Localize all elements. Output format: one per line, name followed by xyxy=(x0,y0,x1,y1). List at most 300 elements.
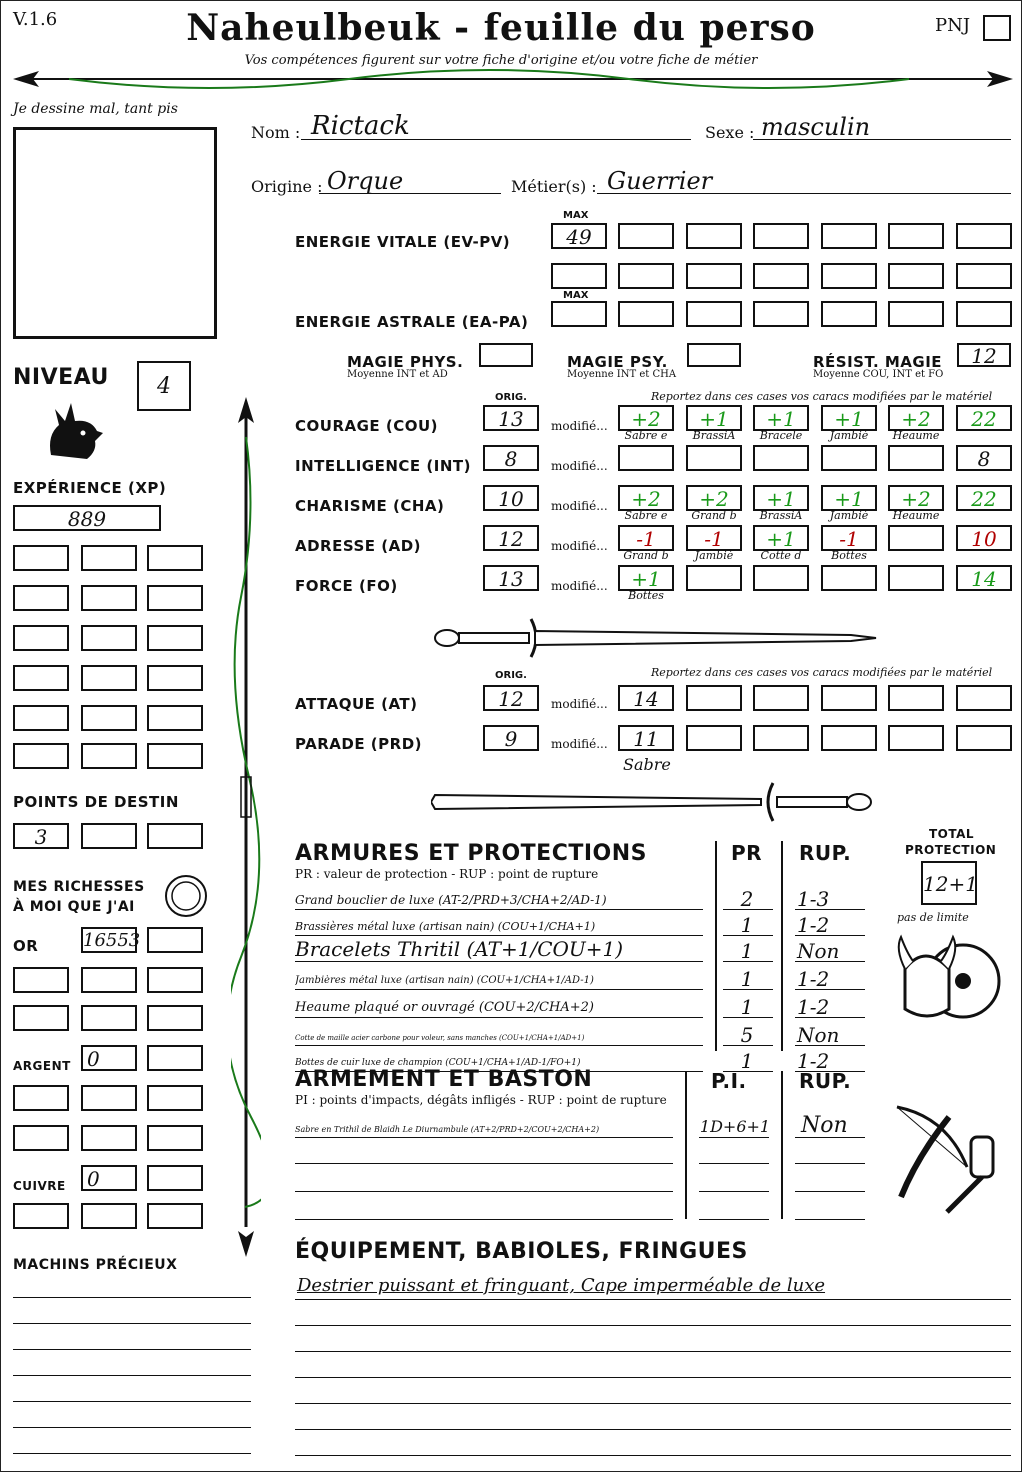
spear-icon xyxy=(231,397,261,1257)
total-protection-label: TOTAL xyxy=(929,827,975,841)
magie-psy-note: Moyenne INT et CHA xyxy=(567,369,677,380)
stat-mod-value: +2 xyxy=(699,487,729,511)
stat-mod-box[interactable] xyxy=(888,445,944,471)
pnj-checkbox[interactable] xyxy=(983,15,1011,41)
at-orig-value: 12 xyxy=(498,687,524,711)
ev-box[interactable] xyxy=(821,223,877,249)
stat-orig-box[interactable] xyxy=(483,445,539,471)
armor-pr-line xyxy=(723,935,773,936)
stat-orig-box[interactable] xyxy=(483,525,539,551)
stat-mod-box[interactable] xyxy=(821,405,877,431)
equipment-line[interactable] xyxy=(295,1403,1011,1404)
stat-mod-value: +2 xyxy=(901,487,931,511)
weapons-note: PI : points d'impacts, dégâts infligés - RUP : point de rupture xyxy=(295,1093,667,1107)
prd-modifie-label: modifié... xyxy=(551,737,608,751)
xp-box[interactable] xyxy=(13,705,69,731)
armor-item-pr[interactable]: 1 xyxy=(740,939,754,963)
ev-max-box[interactable] xyxy=(551,223,607,249)
weapon-line[interactable] xyxy=(295,1219,673,1220)
stat-mod-caption: Jambiè xyxy=(829,509,869,522)
stat-label: CHARISME (CHA) xyxy=(295,497,445,515)
or-box[interactable] xyxy=(81,927,141,953)
sheet-title: Naheulbeuk - feuille du perso xyxy=(186,7,816,49)
nom-line xyxy=(301,139,691,140)
xp-box[interactable] xyxy=(81,665,137,691)
prd-mod-caption: Sabre xyxy=(623,755,671,774)
stat-mod-box[interactable] xyxy=(753,405,809,431)
stat-orig-value: 12 xyxy=(498,527,524,551)
metier-line xyxy=(597,193,1011,194)
ev-max-value: 49 xyxy=(566,225,592,249)
stat-orig-box[interactable] xyxy=(483,405,539,431)
stat-final-value: 14 xyxy=(971,567,997,591)
or-box[interactable] xyxy=(147,967,203,993)
ev-box[interactable] xyxy=(618,223,674,249)
sword-icon xyxy=(431,777,881,827)
stat-mod-caption: BrassiA xyxy=(692,429,736,442)
stat-mod-box[interactable] xyxy=(686,565,742,591)
armor-item-pr[interactable]: 1 xyxy=(740,913,754,937)
at-label: ATTAQUE (AT) xyxy=(295,695,418,713)
resist-magie-label: RÉSIST. MAGIE xyxy=(813,353,943,371)
stat-label: FORCE (FO) xyxy=(295,577,398,595)
prd-mod-box[interactable] xyxy=(618,725,674,751)
armor-item-rup[interactable]: Non xyxy=(797,939,840,963)
crossed-weapons-icon xyxy=(887,1097,1007,1217)
at-modifie-label: modifié... xyxy=(551,697,608,711)
combat-orig-label: ORIG. xyxy=(495,670,527,681)
stat-mod-box[interactable] xyxy=(888,565,944,591)
equipment-line[interactable] xyxy=(295,1429,1011,1430)
xp-box[interactable] xyxy=(13,585,69,611)
xp-box[interactable] xyxy=(147,625,203,651)
stat-final-box[interactable] xyxy=(956,405,1012,431)
destin-label: POINTS DE DESTIN xyxy=(13,793,179,811)
stat-mod-box[interactable] xyxy=(753,565,809,591)
armor-item-name[interactable]: Bottes de cuir luxe de champion (COU+1/CHA+1/AD-1/FO+1) xyxy=(295,1058,581,1068)
magie-phys-label: MAGIE PHYS. xyxy=(347,353,464,371)
or-box[interactable] xyxy=(81,1005,137,1031)
weapon-line[interactable] xyxy=(295,1163,673,1164)
destin-box[interactable] xyxy=(147,823,203,849)
ea-box[interactable] xyxy=(618,301,674,327)
armor-item-line xyxy=(295,1045,703,1046)
destin-box[interactable] xyxy=(13,823,69,849)
stat-mod-box[interactable] xyxy=(618,485,674,511)
stat-mod-box[interactable] xyxy=(686,445,742,471)
armor-item-name[interactable]: Jambières métal luxe (artisan nain) (COU+1/CHA+1/AD-1) xyxy=(295,975,594,986)
stat-mod-caption: Heaume xyxy=(892,509,940,522)
ea-box[interactable] xyxy=(753,301,809,327)
stat-final-value: 22 xyxy=(971,487,997,511)
or-box[interactable] xyxy=(13,967,69,993)
xp-box[interactable] xyxy=(147,585,203,611)
ea-label: ENERGIE ASTRALE (EA-PA) xyxy=(295,313,529,331)
sexe-label: Sexe : xyxy=(705,123,755,142)
sexe-value[interactable]: masculin xyxy=(761,113,871,141)
at-mod-box[interactable] xyxy=(686,685,742,711)
at-orig-box[interactable] xyxy=(483,685,539,711)
weapon-rup-line[interactable] xyxy=(795,1163,865,1164)
stat-mod-caption: Bottes xyxy=(628,589,664,602)
spear-divider-icon xyxy=(9,67,1017,97)
stat-mod-value: +1 xyxy=(834,487,864,511)
weapon-rup-line[interactable] xyxy=(795,1191,865,1192)
ev-max-label: MAX xyxy=(563,210,589,221)
stat-mod-box[interactable] xyxy=(686,405,742,431)
armor-title: ARMURES ET PROTECTIONS xyxy=(295,841,647,866)
niveau-value: 4 xyxy=(157,374,171,399)
stat-orig-value: 13 xyxy=(498,407,524,431)
sheet-subtitle: Vos compétences figurent sur votre fiche d'origine et/ou votre fiche de métier xyxy=(244,53,758,68)
argent-box[interactable] xyxy=(13,1085,69,1111)
prd-mod-box[interactable] xyxy=(753,725,809,751)
weapon-rup-line[interactable] xyxy=(795,1219,865,1220)
niveau-label: NIVEAU xyxy=(13,365,109,390)
at-mod-box[interactable] xyxy=(753,685,809,711)
stat-mod-caption: Jambiè xyxy=(829,429,869,442)
weapons-title: ARMEMENT ET BASTON xyxy=(295,1067,593,1092)
ea-box[interactable] xyxy=(821,301,877,327)
weapon-item-rup[interactable]: Non xyxy=(801,1113,848,1138)
or-box[interactable] xyxy=(81,967,137,993)
origine-value[interactable]: Orque xyxy=(327,167,404,195)
sexe-line xyxy=(753,139,1011,140)
argent-box[interactable] xyxy=(147,1125,203,1151)
portrait-caption: Je dessine mal, tant pis xyxy=(13,101,178,117)
ea-box[interactable] xyxy=(956,301,1012,327)
stat-label: ADRESSE (AD) xyxy=(295,537,422,555)
or-box[interactable] xyxy=(13,1005,69,1031)
stat-mod-caption: Cotte d xyxy=(760,549,802,562)
stat-final-box[interactable] xyxy=(956,565,1012,591)
equipment-line[interactable] xyxy=(295,1455,1011,1456)
stat-mod-caption: Bracele xyxy=(759,429,803,442)
stat-mod-box[interactable] xyxy=(686,485,742,511)
stat-mod-value: +2 xyxy=(631,487,661,511)
report-note: Reportez dans ces cases vos caracs modifiées par le matériel xyxy=(651,390,993,403)
xp-box[interactable] xyxy=(13,545,69,571)
argent-box[interactable] xyxy=(81,1125,137,1151)
weapon-pi-line[interactable] xyxy=(699,1163,769,1164)
resist-magie-note: Moyenne COU, INT et FO xyxy=(813,369,944,380)
armor-item-line xyxy=(295,989,703,990)
stat-final-box[interactable] xyxy=(956,445,1012,471)
helmet-shield-icon xyxy=(891,929,1001,1029)
machins-line[interactable] xyxy=(13,1427,251,1428)
stat-mod-box[interactable] xyxy=(618,525,674,551)
armor-item-name[interactable]: Brassières métal luxe (artisan nain) (COU+1/CHA+1) xyxy=(295,920,596,933)
stat-orig-value: 8 xyxy=(504,447,518,471)
niveau-box[interactable] xyxy=(137,361,191,411)
xp-box[interactable] xyxy=(81,743,137,769)
ev-box[interactable] xyxy=(956,223,1012,249)
stat-mod-box[interactable] xyxy=(618,405,674,431)
armor-divider xyxy=(715,841,717,1051)
xp-box[interactable] xyxy=(147,665,203,691)
xp-box[interactable] xyxy=(147,705,203,731)
magie-phys-box[interactable] xyxy=(479,343,533,367)
ev-box[interactable] xyxy=(753,223,809,249)
or-box[interactable] xyxy=(147,1005,203,1031)
stat-mod-box[interactable] xyxy=(888,405,944,431)
stat-mod-caption: Grand b xyxy=(623,549,669,562)
version-label: V.1.6 xyxy=(13,9,58,30)
resist-magie-value: 12 xyxy=(971,344,997,368)
weapon-rup-line xyxy=(795,1137,865,1138)
equipment-line[interactable] xyxy=(295,1377,1011,1378)
ev-box[interactable] xyxy=(753,263,809,289)
armor-item-pr[interactable]: 1 xyxy=(740,995,754,1019)
armor-pr-line xyxy=(723,1017,773,1018)
prd-label: PARADE (PRD) xyxy=(295,735,423,753)
stat-final-box[interactable] xyxy=(956,525,1012,551)
or-box[interactable] xyxy=(147,927,203,953)
stat-mod-caption: Sabre e xyxy=(624,429,668,442)
at-mod-box[interactable] xyxy=(618,685,674,711)
stat-orig-value: 10 xyxy=(498,487,524,511)
cuivre-box[interactable] xyxy=(81,1203,137,1229)
weapons-divider xyxy=(781,1071,783,1219)
stat-mod-box[interactable] xyxy=(753,525,809,551)
limit-note: pas de limite xyxy=(897,911,969,924)
armor-item-pr[interactable]: 5 xyxy=(740,1023,754,1047)
metier-value[interactable]: Guerrier xyxy=(607,167,713,195)
or-label: OR xyxy=(13,937,39,955)
stat-mod-box[interactable] xyxy=(753,445,809,471)
cuivre-box[interactable] xyxy=(147,1165,203,1191)
stat-mod-caption: BrassiA xyxy=(759,509,803,522)
nom-label: Nom : xyxy=(251,123,301,142)
xp-box[interactable] xyxy=(147,545,203,571)
stat-mod-box[interactable] xyxy=(821,445,877,471)
stat-orig-box[interactable] xyxy=(483,565,539,591)
stat-mod-caption: Bottes xyxy=(831,549,867,562)
total-protection-value: 12+1 xyxy=(923,872,978,896)
argent-box[interactable] xyxy=(147,1045,203,1071)
xp-box[interactable] xyxy=(81,625,137,651)
weapons-divider xyxy=(685,1071,687,1219)
armor-rup-line xyxy=(795,909,865,910)
ea-max-box[interactable] xyxy=(551,301,607,327)
weapon-item-name[interactable]: Sabre en Trithil de Blaidh Le Diurnambule (AT+2/PRD+2/COU+2/CHA+2) xyxy=(295,1125,600,1134)
ev-box[interactable] xyxy=(888,223,944,249)
stat-mod-box[interactable] xyxy=(821,565,877,591)
stat-label: COURAGE (COU) xyxy=(295,417,439,435)
armor-rup-line xyxy=(795,1045,865,1046)
weapon-pi-line xyxy=(699,1137,769,1138)
stat-mod-caption: Heaume xyxy=(892,429,940,442)
stat-mod-value: +1 xyxy=(766,407,796,431)
ev-box[interactable] xyxy=(686,223,742,249)
argent-box[interactable] xyxy=(81,1085,137,1111)
armor-item-name[interactable]: Cotte de maille acier carbone pour voleur, sans manches (COU+1/CHA+1/AD+1) xyxy=(295,1034,585,1042)
total-protection-box[interactable] xyxy=(921,861,977,905)
xp-box[interactable] xyxy=(81,545,137,571)
prd-mod-box[interactable] xyxy=(956,725,1012,751)
at-mod-box[interactable] xyxy=(888,685,944,711)
armor-item-rup[interactable]: Non xyxy=(797,1023,840,1047)
xp-label: EXPÉRIENCE (XP) xyxy=(13,479,167,497)
equipment-line[interactable] xyxy=(295,1325,1011,1326)
ev-box[interactable] xyxy=(956,263,1012,289)
pnj-label: PNJ xyxy=(935,15,971,36)
weapon-line[interactable] xyxy=(295,1191,673,1192)
prd-mod-box[interactable] xyxy=(821,725,877,751)
armor-item-pr[interactable]: 2 xyxy=(740,887,754,911)
stat-modifie-label: modifié... xyxy=(551,459,608,473)
armor-item-rup[interactable]: 1-2 xyxy=(797,995,830,1019)
cuivre-box[interactable] xyxy=(13,1203,69,1229)
ev-box[interactable] xyxy=(551,263,607,289)
magie-psy-box[interactable] xyxy=(687,343,741,367)
weapon-item-pi[interactable]: 1D+6+1 xyxy=(699,1117,771,1136)
equipment-line[interactable] xyxy=(295,1351,1011,1352)
stat-modifie-label: modifié... xyxy=(551,419,608,433)
xp-box[interactable] xyxy=(13,625,69,651)
cuivre-value: 0 xyxy=(87,1167,100,1191)
stat-mod-box[interactable] xyxy=(753,485,809,511)
ea-box[interactable] xyxy=(686,301,742,327)
armor-item-line xyxy=(295,909,703,910)
armor-pr-line xyxy=(723,1045,773,1046)
ev-box[interactable] xyxy=(686,263,742,289)
cuivre-box[interactable] xyxy=(81,1165,137,1191)
prd-orig-value: 9 xyxy=(504,727,518,751)
stat-orig-box[interactable] xyxy=(483,485,539,511)
armor-item-line xyxy=(295,935,703,936)
armor-item-pr[interactable]: 1 xyxy=(740,1049,754,1073)
richesses-label: MES RICHESSES xyxy=(13,879,145,895)
armor-rup-line xyxy=(795,1017,865,1018)
machins-line[interactable] xyxy=(13,1323,251,1324)
armor-pr-line xyxy=(723,989,773,990)
argent-box[interactable] xyxy=(81,1045,137,1071)
at-mod-value: 14 xyxy=(633,687,659,711)
machins-line[interactable] xyxy=(13,1349,251,1350)
stat-modifie-label: modifié... xyxy=(551,539,608,553)
stat-mod-box[interactable] xyxy=(686,525,742,551)
armor-item-rup[interactable]: 1-3 xyxy=(797,887,830,911)
stat-mod-value: +2 xyxy=(631,407,661,431)
armor-item-name[interactable]: Heaume plaqué or ouvragé (COU+2/CHA+2) xyxy=(295,1000,594,1015)
weapon-item-line xyxy=(295,1137,673,1138)
prd-mod-box[interactable] xyxy=(686,725,742,751)
xp-box[interactable] xyxy=(81,705,137,731)
stat-mod-caption: Jambiè xyxy=(694,549,734,562)
portrait-frame[interactable] xyxy=(13,127,217,339)
machins-line[interactable] xyxy=(13,1297,251,1298)
armor-rup-header: RUP. xyxy=(799,841,852,865)
stat-mod-box[interactable] xyxy=(821,525,877,551)
xp-box[interactable] xyxy=(147,743,203,769)
armor-item-rup[interactable]: 1-2 xyxy=(797,1049,830,1073)
stat-mod-box[interactable] xyxy=(618,565,674,591)
argent-value: 0 xyxy=(87,1047,100,1071)
origine-line xyxy=(319,193,501,194)
argent-label: ARGENT xyxy=(13,1059,71,1073)
stat-orig-value: 13 xyxy=(498,567,524,591)
at-mod-box[interactable] xyxy=(821,685,877,711)
cuivre-box[interactable] xyxy=(147,1203,203,1229)
machins-line[interactable] xyxy=(13,1401,251,1402)
prd-mod-value: 11 xyxy=(633,727,659,751)
metier-label: Métier(s) : xyxy=(511,177,597,196)
armor-divider xyxy=(781,841,783,1051)
ev-box[interactable] xyxy=(618,263,674,289)
armor-item-rup[interactable]: 1-2 xyxy=(797,913,830,937)
stat-modifie-label: modifié... xyxy=(551,579,608,593)
armor-item-name[interactable]: Grand bouclier de luxe (AT-2/PRD+3/CHA+2/AD-1) xyxy=(295,893,607,907)
armor-rup-line xyxy=(795,935,865,936)
stat-final-box[interactable] xyxy=(956,485,1012,511)
nom-value[interactable]: Rictack xyxy=(311,111,410,141)
resist-magie-box[interactable] xyxy=(957,343,1011,367)
stat-final-value: 8 xyxy=(977,447,991,471)
machins-line[interactable] xyxy=(13,1453,251,1454)
ea-max-label: MAX xyxy=(563,290,589,301)
xp-value: 889 xyxy=(67,507,107,531)
weapon-pi-line[interactable] xyxy=(699,1191,769,1192)
armor-item-pr[interactable]: 1 xyxy=(740,967,754,991)
armor-item-name[interactable]: Bracelets Thritil (AT+1/COU+1) xyxy=(295,937,624,961)
ea-box[interactable] xyxy=(888,301,944,327)
armor-note: PR : valeur de protection - RUP : point de rupture xyxy=(295,867,599,881)
stat-mod-value: +1 xyxy=(766,527,796,551)
sword-icon xyxy=(431,613,881,663)
stat-mod-box[interactable] xyxy=(888,485,944,511)
equipment-line[interactable] xyxy=(295,1299,1011,1300)
xp-box[interactable] xyxy=(81,585,137,611)
xp-box[interactable] xyxy=(13,505,161,531)
stat-mod-value: +1 xyxy=(834,407,864,431)
cuivre-label: CUIVRE xyxy=(13,1179,66,1193)
armor-pr-line xyxy=(723,961,773,962)
stat-mod-box[interactable] xyxy=(821,485,877,511)
magie-psy-label: MAGIE PSY. xyxy=(567,353,668,371)
origine-label: Origine : xyxy=(251,177,323,196)
ev-label: ENERGIE VITALE (EV-PV) xyxy=(295,233,511,251)
armor-item-rup[interactable]: 1-2 xyxy=(797,967,830,991)
xp-box[interactable] xyxy=(13,665,69,691)
armor-pr-header: PR xyxy=(731,841,763,865)
combat-report-note: Reportez dans ces cases vos caracs modifiées par le matériel xyxy=(651,666,993,679)
stat-mod-value: +1 xyxy=(631,567,661,591)
prd-mod-box[interactable] xyxy=(888,725,944,751)
stat-mod-value: -1 xyxy=(704,527,724,551)
stat-final-value: 22 xyxy=(971,407,997,431)
ev-box[interactable] xyxy=(888,263,944,289)
stat-mod-box[interactable] xyxy=(618,445,674,471)
at-mod-box[interactable] xyxy=(956,685,1012,711)
stat-mod-value: -1 xyxy=(636,527,656,551)
xp-box[interactable] xyxy=(13,743,69,769)
argent-box[interactable] xyxy=(13,1125,69,1151)
prd-orig-box[interactable] xyxy=(483,725,539,751)
dragon-icon xyxy=(41,395,105,465)
weapon-pi-line[interactable] xyxy=(699,1219,769,1220)
ev-box[interactable] xyxy=(821,263,877,289)
orig-label: ORIG. xyxy=(495,392,527,403)
machins-label: MACHINS PRÉCIEUX xyxy=(13,1257,178,1273)
total-protection-label-2: PROTECTION xyxy=(905,843,997,857)
argent-box[interactable] xyxy=(147,1085,203,1111)
machins-line[interactable] xyxy=(13,1375,251,1376)
stat-mod-box[interactable] xyxy=(888,525,944,551)
destin-box[interactable] xyxy=(81,823,137,849)
equipment-text[interactable]: Destrier puissant et fringuant, Cape imperméable de luxe xyxy=(297,1275,826,1296)
stat-final-value: 10 xyxy=(971,527,997,551)
